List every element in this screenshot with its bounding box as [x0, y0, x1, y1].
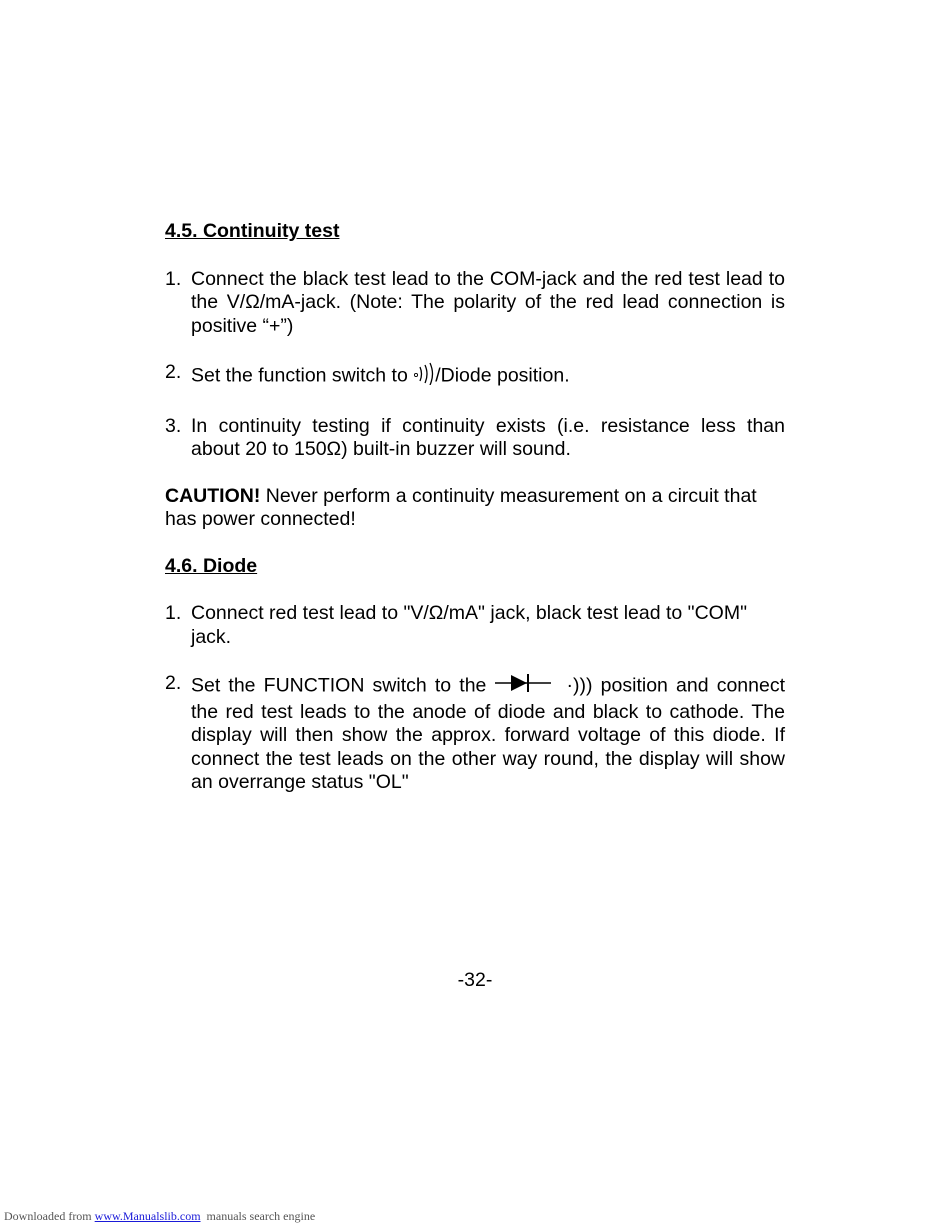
section-heading-diode: 4.6. Diode	[165, 554, 258, 577]
page-content	[165, 220, 785, 795]
continuity-steps	[165, 268, 785, 462]
download-footer: Downloaded from www.Manualslib.com manuals search engine	[4, 1209, 316, 1223]
step-text: Connect red test lead to "V/Ω/mA" jack, black test lead to "COM" jack.	[191, 602, 747, 648]
list-item: 1. Connect red test lead to "V/Ω/mA" jack, black test lead to "COM" jack.	[165, 602, 785, 649]
list-item: 2. Set the FUNCTION switch to the ·))) position and connect the red test leads to the anode of diode and black to cathode. The display will then show the approx. forward voltage of this diode. If connect the test leads on the other way round, the display will show an overrange status "OL"	[165, 672, 786, 793]
list-item: 3. In continuity testing if continuity exists (i.e. resistance less than about 20 to 150Ω) built-in buzzer will sound.	[165, 414, 785, 460]
section-heading-continuity: 4.5. Continuity test	[165, 220, 340, 242]
page-number: -32-	[457, 969, 493, 991]
step-text: Set the function switch to /Diode position.	[191, 361, 785, 392]
step-text: Set the FUNCTION switch to the ·))) position and connect the red test leads to the anode of diode and black to cathode. The display will then show the approx. forward voltage of this diode. If connect the test leads on the other way round, the display will show an overrange status "OL"	[191, 672, 785, 795]
list-item: 2. Set the function switch to /Diode position.	[165, 361, 785, 392]
buzzer-icon	[413, 361, 435, 392]
diode-steps	[165, 602, 785, 795]
caution-note: CAUTION! Never perform a continuity measurement on a circuit that has power connected!	[165, 484, 757, 530]
diode-icon	[495, 672, 567, 701]
list-item: 1. Connect the black test lead to the COM-jack and the red test lead to the V/Ω/mA-jack. (Note: The polarity of the red lead connection is positive “+”)	[165, 267, 785, 337]
step-text: In continuity testing if continuity exists (i.e. resistance less than about 20 to 150Ω) built-in buzzer will sound.	[191, 414, 785, 460]
caution-label: CAUTION!	[165, 484, 261, 507]
step-text: Connect the black test lead to the COM-jack and the red test lead to the V/Ω/mA-jack. (Note: The polarity of the red lead connection is positive “+”)	[191, 267, 785, 337]
manualslib-link[interactable]: www.Manualslib.com	[94, 1209, 201, 1223]
